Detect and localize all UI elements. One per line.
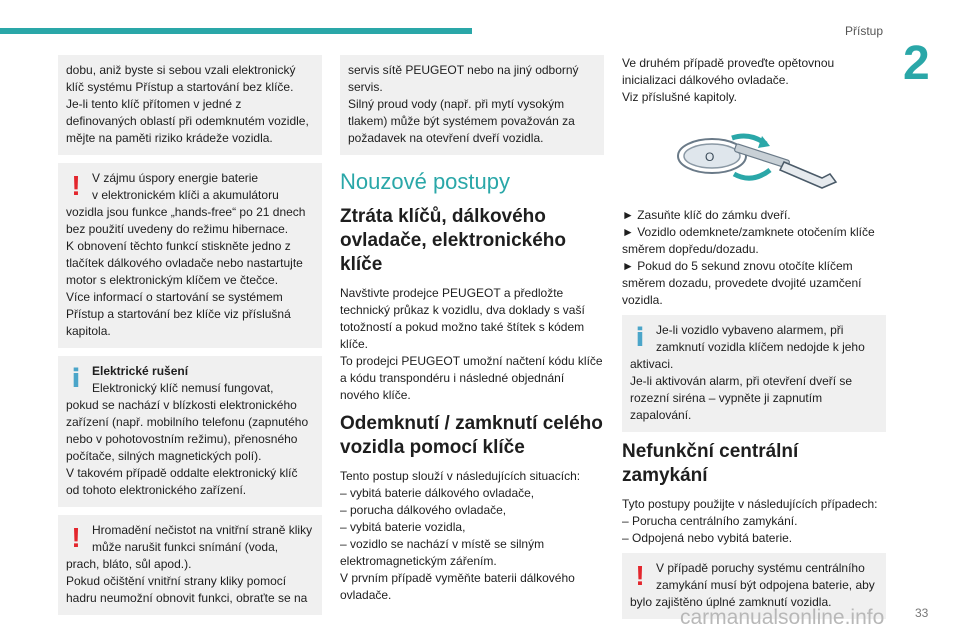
warning-icon: ! xyxy=(635,560,645,591)
info-box xyxy=(622,315,886,432)
page-number: 33 xyxy=(915,606,929,620)
note-text: servis sítě PEUGEOT nebo na jiný odborný servis. Silný proud vody (např. při mytí vysokým tlakem) může být systémem považován za požadavek na otevření dveří vozidla. xyxy=(348,63,579,145)
warning-text: prach, bláto, sůl apod.). Pokud očištění vnitřní strany kliky pomocí hadru neumožní obnovit funkci, obraťte se na xyxy=(66,557,308,605)
key-in-lock-illustration xyxy=(672,130,842,190)
warning-text-lead: Hromadění nečistot na vnitřní straně kliky může narušit funkci snímání (voda, xyxy=(92,523,313,554)
info-text-lead: Je-li vozidlo vybaveno alarmem, při zamknutí vozidla klíčem nedojde k jeho xyxy=(656,323,865,354)
warning-box xyxy=(58,163,322,348)
svg-text:O: O xyxy=(705,150,715,164)
note-box xyxy=(340,55,604,155)
column-left xyxy=(58,55,322,623)
subsection-heading: Nefunkční centrální zamykání xyxy=(622,441,799,486)
warning-text: bylo zajištěno úplné zamknutí vozidla. xyxy=(630,595,832,609)
column-middle xyxy=(340,55,604,610)
instruction-steps: ► Zasuňte klíč do zámku dveří. ► Vozidlo odemknete/zamknete otočením klíče směrem dopředu/dozadu. ► Pokud do 5 sekund znovu otočíte klíčem směrem dozadu, provedete dvojité uzamčení vozidla. xyxy=(622,208,875,307)
warning-text-lead: V případě poruchy systému centrálního zamykání musí být odpojena baterie, aby xyxy=(656,561,875,592)
subsection-heading: Odemknutí / zamknutí celého vozidla pomocí klíče xyxy=(340,413,603,458)
note-box xyxy=(58,55,322,155)
warning-icon: ! xyxy=(71,170,81,201)
section-heading: Nouzové postupy xyxy=(340,169,510,194)
info-text-lead: Elektronický klíč nemusí fungovat, xyxy=(92,381,274,395)
note-text: dobu, aniž byste si sebou vzali elektronický klíč systému Přístup a startování bez klíče. Je-li tento klíč přítomen v jedné z definovaných oblastí při odemknutém vozidle, mějte na paměti riziko krádeže vozidla. xyxy=(66,63,309,145)
body-paragraph: Tyto postupy použijte v následujících případech: – Porucha centrálního zamykání. – Odpojená nebo vybitá baterie. xyxy=(622,497,878,545)
chapter-number: 2 xyxy=(903,37,930,90)
body-paragraph: Tento postup slouží v následujících situacích: – vybitá baterie dálkového ovladače, – porucha dálkového ovladače, – vybitá baterie vozidla, – vozidlo se nachází v místě se silným elektromagnetickým zářením. V prvním případě vyměňte baterii dálkového ovladače. xyxy=(340,469,581,602)
info-box xyxy=(58,356,322,507)
warning-icon: ! xyxy=(71,522,81,553)
warning-text: vozidla jsou funkce „hands-free“ po 21 dnech bez použití uvedeny do režimu hibernace. K obnovení těchto funkcí stiskněte jedno z tlačítek dálkového ovladače nebo nastartujte motor s elektronickým klíčem ve čtečce. Více informací o startování se systémem Přístup a startování bez klíče viz příslušná kapitola. xyxy=(66,205,306,338)
watermark: carmanualsonline.info xyxy=(680,606,885,629)
info-title: Elektrické rušení xyxy=(92,364,189,378)
info-text: aktivaci. Je-li aktivován alarm, při otevření dveří se rozezní siréna – vypněte ji zapnutím zapalování. xyxy=(630,357,853,422)
info-icon: i xyxy=(71,364,81,394)
body-paragraph: Ve druhém případě proveďte opětovnou inicializaci dálkového ovladače. Viz příslušné kapitoly. xyxy=(622,56,835,104)
header-accent-bar xyxy=(0,28,472,34)
section-name: Přístup xyxy=(845,24,884,38)
info-text: pokud se nachází v blízkosti elektronického zařízení (např. mobilního telefonu (zapnutého nebo v pohotovostním režimu), přenosného počítače, silných magnetických polí). V takovém případě oddalte elektronický klíč od tohoto elektronického zařízení. xyxy=(66,398,309,497)
column-right xyxy=(622,55,886,627)
subsection-heading: Ztráta klíčů, dálkového ovladače, elektronického klíče xyxy=(340,206,566,275)
info-icon: i xyxy=(635,323,645,353)
body-paragraph: Navštivte prodejce PEUGEOT a předložte technický průkaz k vozidlu, dva doklady s vaší totožností a pokud možno také štítek s kódem klíče. To prodejci PEUGEOT umožní načtení kódu klíče a kódu transpondéru i následné objednání nového klíče. xyxy=(340,286,603,402)
warning-text-lead: V zájmu úspory energie baterie v elektronickém klíči a akumulátoru xyxy=(92,171,279,202)
warning-box xyxy=(58,515,322,615)
